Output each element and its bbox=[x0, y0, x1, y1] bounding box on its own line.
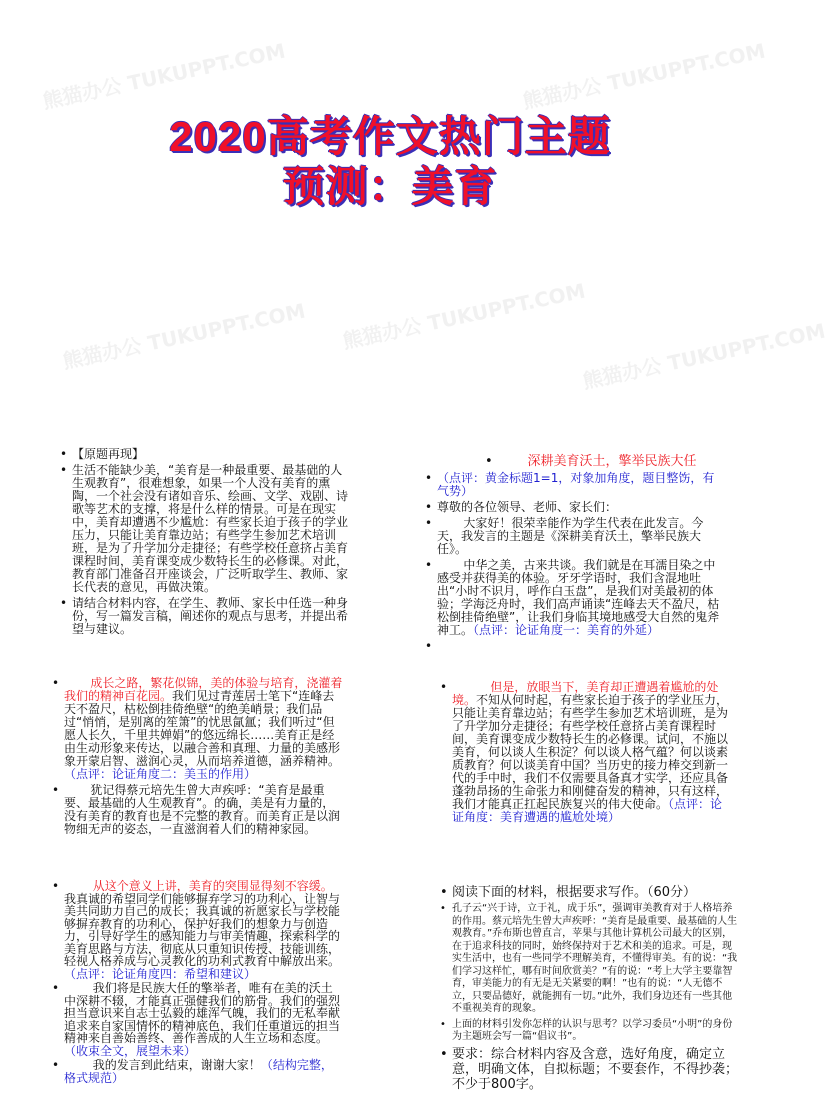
paragraph-1 bbox=[425, 559, 725, 637]
paragraph-7 bbox=[52, 1059, 344, 1084]
prompt-heading: • 【原题再现】 bbox=[60, 448, 352, 461]
paragraph-4-highlight: 但是，放眼当下，美育却正遭遇着尴尬的处境。 bbox=[452, 680, 719, 707]
new-prompt-material: • 孔子云“兴于诗，立于礼，成于乐”，强调审美教育对于人格培养的作用。蔡元培先生曾大声疾呼：“美育是最重要、最基础的人生观教育。”乔布斯也曾直言，苹果与其他计算机公司最大的区别，在于追求科技的同时，始终保持对于艺术和美的追求。可是，现实生活中，也有一些同学不理解美育，不懂得审美。有的说：“我们学习这样忙，哪有时间欣赏美？”有的说：“考上大学主要靠智育，审美能力的有无是无关紧要的啊！”也有的说：“人无德不立，只要品德好，就能拥有一切。”此外，我们身边还有一些其他不重视美育的现象。 bbox=[440, 903, 740, 1016]
slide-new-prompt bbox=[440, 885, 740, 1095]
new-prompt-question: • 上面的材料引发你怎样的认识与思考？以学习委员“小明”的身份为主题班会写一篇“倡议书”。 bbox=[440, 1019, 740, 1044]
paragraph-3 bbox=[52, 784, 344, 836]
paragraph-4-comment: （点评：论证角度：美育遭遇的尴尬处境） bbox=[452, 797, 723, 824]
essay-title: • 深耕美育沃土，擎举民族大任 bbox=[485, 455, 727, 468]
paragraph-4-text: 不知从何时起，有些家长迫于孩子的学业压力，只能让美育靠边站；有些学生参加艺术培训班，是为了升学加分走捷径；有些学校任意挤占美育课程时间，美育课变成少数特长生的必修课。试问，不施以美育，何以谈人生积淀？何以谈人格气蕴？何以谈素质教育？何以谈美育中国？当历史的接力棒交到新一代的手中时，我们不仅需要具备真才实学，还应具备蓬勃昂扬的生命张力和刚健奋发的精神，只有这样，我们才能真正扛起民族复兴的伟大使命。 bbox=[452, 693, 729, 811]
slide-essay-body-1 bbox=[52, 677, 344, 839]
paragraph-5-highlight: 从这个意义上讲，美育的突围显得刻不容缓。 bbox=[92, 879, 333, 893]
paragraph-3-text: 犹记得蔡元培先生曾大声疾呼：“美育是最重要、最基础的人生观教育”。的确，美是有力量的，没有美育的教育也是不完整的教育。而美育正是以润物细无声的姿态，一直滋润着人们的精神家园。 bbox=[64, 783, 341, 836]
paragraph-7-comment: （结构完整，格式规范） bbox=[64, 1058, 333, 1085]
new-prompt-requirements: • 要求：综合材料内容及含意，选好角度，确定立意，明确文体，自拟标题；不要套作，不得抄袭；不少于800字。 bbox=[440, 1047, 740, 1092]
paragraph-2 bbox=[52, 677, 344, 781]
watermark: 熊猫办公 TUKUPPT.COM bbox=[520, 38, 768, 114]
watermark: 熊猫办公 TUKUPPT.COM bbox=[340, 278, 588, 354]
paragraph-2-comment: （点评：论证角度二：美玉的作用） bbox=[64, 767, 257, 781]
paragraph-1-comment: （点评：论证角度一：美育的外延） bbox=[473, 623, 660, 637]
paragraph-5-comment: （点评：论证角度四：希望和建议） bbox=[64, 966, 257, 981]
paragraph-5-text: 我真诚的希望同学们能够摒弃学习的功利心，让智与美共同助力自己的成长；我真诚的祈愿家长与学校能够摒弃教育的功利心，保护好我们的想象力与创造力，引导好学生的感知能力与审美情趣，探索科学的美育思路与方法，彻底从只重知识传授、技能训练，轻视人格养成与心灵教化的功利式教育中解放出来。 bbox=[64, 891, 341, 968]
slide-essay-opening bbox=[425, 455, 725, 656]
watermark: 熊猫办公 TUKUPPT.COM bbox=[40, 38, 288, 114]
paragraph-6-text: 我们将是民族大任的擎举者，唯有在美的沃土中深耕不辍，才能真正强健我们的筋骨。我们的强烈担当意识来自志士弘毅的雄浑气魄，我们的无私奉献追求来自家国情怀的精神底色，我们任重道远的担当精神来自善始善终、善作善成的人生立场和态度。 bbox=[64, 981, 341, 1045]
prompt-task: • 请结合材料内容，在学生、教师、家长中任选一种身份，写一篇发言稿，阐述你的观点与思考，并提出希望与建议。 bbox=[60, 597, 352, 636]
opening-paragraph bbox=[425, 517, 725, 556]
prompt-material: • 生活不能缺少美，“美育是一种最重要、最基础的人生观教育”，很难想象，如果一个人没有美育的熏陶，一个社会没有诸如音乐、绘画、文学、戏剧、诗歌等艺术的支撑，将是什么样的情景。可是在现实中，美育却遭遇不少尴尬：有些家长迫于孩子的学业压力，只能让美育靠边站；有些学生参加艺术培训班，是为了升学加分走捷径；有些学校任意挤占美育课程时间，美育课变成少数特长生的必修课。对此，教育部门准备召开座谈会，广泛听取学生、教师、家长代表的意见，再做决策。 bbox=[60, 464, 352, 594]
empty-bullet bbox=[425, 640, 725, 653]
watermark: 熊猫办公 TUKUPPT.COM bbox=[60, 298, 308, 374]
paragraph-5 bbox=[52, 880, 344, 980]
salutation: • 尊敬的各位领导、老师、家长们： bbox=[425, 501, 725, 514]
new-prompt-instruction: • 阅读下面的材料，根据要求写作。（60分） bbox=[440, 885, 740, 900]
page-title-line1: 2020高考作文热门主题 bbox=[169, 113, 611, 160]
paragraph-2-highlight: 成长之路，繁花似锦，美的体验与培育，浇灌着我们的精神百花园。 bbox=[64, 676, 343, 703]
paragraph-2-text: 我们见过青莲居士笔下“连峰去天不盈尺，枯松倒挂倚绝壁“的绝美峭景；我们品过“悄悄，是别离的笙箫”的忧思氤氲；我们听过“但愿人长久，千里共婵娟”的悠远绵长……美育正是经由生动形象来传达，以融合善和真理、力量的美感形象开蒙启智、滋润心灵，从而培养道德，涵养精神。 bbox=[64, 689, 341, 768]
slide-essay-closing bbox=[52, 880, 344, 1086]
watermark: 熊猫办公 TUKUPPT.COM bbox=[580, 318, 828, 394]
title-comment: • （点评：黄金标题1=1，对象加角度，题目整饬，有气势） bbox=[425, 472, 725, 498]
paragraph-6-comment: （收束全文，展望未来） bbox=[64, 1043, 197, 1058]
paragraph-1-text: 中华之美，古来共谈。我们就是在耳濡目染之中感受并获得美的体验。牙牙学语时，我们含混地吐出“小时不识月，呼作白玉盘”，是我们对美最初的体验；学海泛舟时，我们高声诵读“连峰去天不盈尺，枯松倒挂倚绝壁”，让我们身临其境地感受大自然的鬼斧神工。 bbox=[437, 558, 720, 637]
slide-original-prompt bbox=[60, 448, 352, 639]
page-title-line2: 预测：美育 bbox=[282, 162, 498, 211]
slide-essay-body-2 bbox=[440, 681, 730, 827]
paragraph-6 bbox=[52, 982, 344, 1057]
paragraph-4 bbox=[440, 681, 730, 824]
paragraph-7-text: 我的发言到此结束，谢谢大家！ bbox=[92, 1058, 261, 1072]
opening-text: 大家好！很荣幸能作为学生代表在此发言。今天，我发言的主题是《深耕美育沃土，擎举民族大任》。 bbox=[437, 516, 704, 556]
